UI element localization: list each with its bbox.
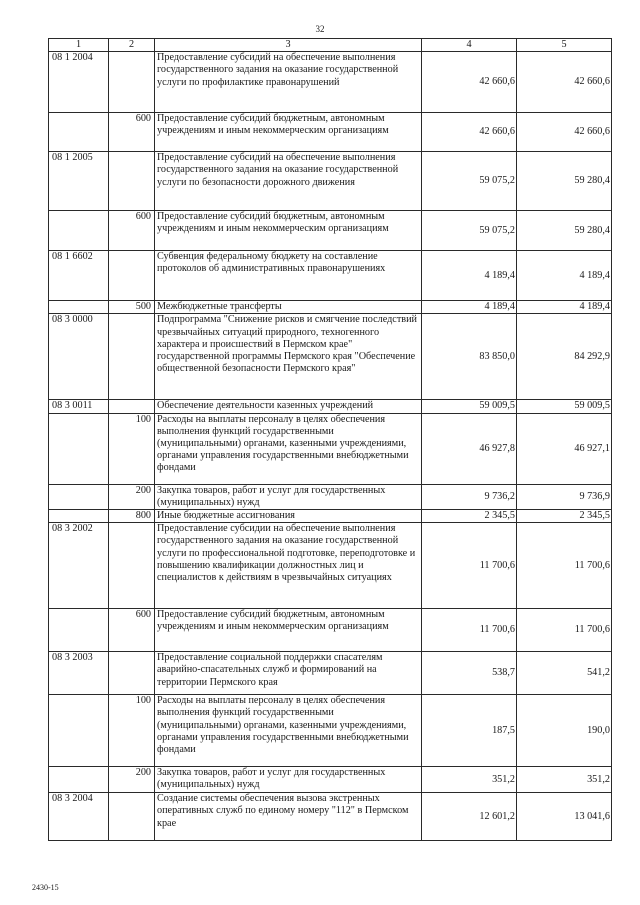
table-row	[49, 152, 612, 211]
amount-2016-cell: 351,2	[422, 767, 517, 793]
description-cell: Предоставление субсидии на обеспечение выполнения государственного задания на оказание государственной услуги по профессиональной подготовке, переподготовке и повышению квалификации должностных лиц и специалистов к действиям в чрезвычайных ситуациях	[155, 523, 422, 609]
code-cell: 08 3 0011	[49, 400, 109, 413]
description-cell: Расходы на выплаты персоналу в целях обеспечения выполнения функций государственными (муниципальными) органами, казенными учреждениями, органами управления государственными внебюджетными фондами	[155, 413, 422, 484]
description-cell: Предоставление субсидий бюджетным, автономным учреждениям и иным некоммерческим организациям	[155, 609, 422, 652]
amount-2016-cell: 2 345,5	[422, 510, 517, 523]
table-row	[49, 484, 612, 509]
description-cell: Предоставление субсидий бюджетным, автономным учреждениям и иным некоммерческим организациям	[155, 211, 422, 251]
amount-2017-cell: 13 041,6	[517, 793, 612, 841]
budget-table	[48, 38, 612, 841]
amount-2016-cell: 187,5	[422, 695, 517, 767]
description-cell: Закупка товаров, работ и услуг для государственных (муниципальных) нужд	[155, 484, 422, 509]
expense-type-cell	[109, 251, 155, 301]
code-cell: 08 3 2002	[49, 523, 109, 609]
page-number: 32	[315, 24, 325, 34]
description-cell: Предоставление субсидий на обеспечение выполнения государственного задания на оказание государственной услуги по профилактике правонарушений	[155, 52, 422, 113]
amount-2016-cell: 59 075,2	[422, 211, 517, 251]
amount-2017-cell: 46 927,1	[517, 413, 612, 484]
description-cell: Межбюджетные трансферты	[155, 301, 422, 314]
code-cell	[49, 695, 109, 767]
amount-2017-cell: 11 700,6	[517, 523, 612, 609]
amount-2017-cell: 42 660,6	[517, 52, 612, 113]
description-cell: Предоставление субсидий бюджетным, автономным учреждениям и иным некоммерческим организациям	[155, 113, 422, 152]
expense-type-cell: 800	[109, 510, 155, 523]
amount-2016-cell: 42 660,6	[422, 52, 517, 113]
amount-2016-cell: 59 075,2	[422, 152, 517, 211]
table-row	[49, 523, 612, 609]
column-header-3: 3	[155, 39, 422, 52]
column-header-1: 1	[49, 39, 109, 52]
description-cell: Предоставление социальной поддержки спасателям аварийно-спасательных служб и формирований на территории Пермского края	[155, 652, 422, 695]
code-cell: 08 1 2005	[49, 152, 109, 211]
code-cell	[49, 211, 109, 251]
description-cell: Предоставление субсидий на обеспечение выполнения государственного задания на оказание государственной услуги по безопасности дорожного движения	[155, 152, 422, 211]
table-row	[49, 400, 612, 413]
table-row	[49, 510, 612, 523]
document-code: 2430-15	[32, 883, 59, 892]
expense-type-cell	[109, 652, 155, 695]
table-row	[49, 793, 612, 841]
description-cell: Подпрограмма "Снижение рисков и смягчение последствий чрезвычайных ситуаций природного, техногенного характера и происшествий в Пермском крае" государственной программы Пермского края "Обеспечение общественной безопасности Пермского края"	[155, 314, 422, 400]
column-header-2: 2	[109, 39, 155, 52]
amount-2016-cell: 83 850,0	[422, 314, 517, 400]
amount-2017-cell: 351,2	[517, 767, 612, 793]
expense-type-cell: 100	[109, 695, 155, 767]
expense-type-cell	[109, 152, 155, 211]
code-cell: 08 3 0000	[49, 314, 109, 400]
amount-2016-cell: 9 736,2	[422, 484, 517, 509]
code-cell	[49, 301, 109, 314]
table-row	[49, 314, 612, 400]
expense-type-cell	[109, 793, 155, 841]
table-row	[49, 609, 612, 652]
table-row	[49, 301, 612, 314]
table-row	[49, 652, 612, 695]
expense-type-cell: 600	[109, 211, 155, 251]
amount-2017-cell: 4 189,4	[517, 301, 612, 314]
expense-type-cell	[109, 314, 155, 400]
expense-type-cell	[109, 523, 155, 609]
expense-type-cell	[109, 52, 155, 113]
amount-2016-cell: 538,7	[422, 652, 517, 695]
amount-2017-cell: 84 292,9	[517, 314, 612, 400]
code-cell: 08 1 6602	[49, 251, 109, 301]
code-cell	[49, 767, 109, 793]
expense-type-cell: 600	[109, 113, 155, 152]
amount-2017-cell: 42 660,6	[517, 113, 612, 152]
table-row	[49, 52, 612, 113]
column-header-5: 5	[517, 39, 612, 52]
table-row	[49, 211, 612, 251]
amount-2016-cell: 59 009,5	[422, 400, 517, 413]
expense-type-cell: 200	[109, 767, 155, 793]
description-cell: Закупка товаров, работ и услуг для государственных (муниципальных) нужд	[155, 767, 422, 793]
description-cell: Субвенция федеральному бюджету на составление протоколов об административных правонарушениях	[155, 251, 422, 301]
code-cell: 08 3 2003	[49, 652, 109, 695]
amount-2017-cell: 2 345,5	[517, 510, 612, 523]
table-row	[49, 251, 612, 301]
description-cell: Обеспечение деятельности казенных учреждений	[155, 400, 422, 413]
amount-2017-cell: 59 280,4	[517, 152, 612, 211]
expense-type-cell: 500	[109, 301, 155, 314]
code-cell	[49, 484, 109, 509]
expense-type-cell: 600	[109, 609, 155, 652]
amount-2017-cell: 9 736,9	[517, 484, 612, 509]
code-cell	[49, 113, 109, 152]
table-row	[49, 413, 612, 484]
expense-type-cell	[109, 400, 155, 413]
expense-type-cell: 200	[109, 484, 155, 509]
amount-2016-cell: 46 927,8	[422, 413, 517, 484]
code-cell	[49, 413, 109, 484]
table-header-row	[49, 39, 612, 52]
amount-2017-cell: 4 189,4	[517, 251, 612, 301]
amount-2017-cell: 59 280,4	[517, 211, 612, 251]
amount-2017-cell: 541,2	[517, 652, 612, 695]
amount-2016-cell: 12 601,2	[422, 793, 517, 841]
code-cell	[49, 609, 109, 652]
description-cell: Расходы на выплаты персоналу в целях обеспечения выполнения функций государственными (муниципальными) органами, казенными учреждениями, органами управления государственными внебюджетными фондами	[155, 695, 422, 767]
code-cell: 08 3 2004	[49, 793, 109, 841]
expense-type-cell: 100	[109, 413, 155, 484]
amount-2016-cell: 42 660,6	[422, 113, 517, 152]
code-cell: 08 1 2004	[49, 52, 109, 113]
table-row	[49, 695, 612, 767]
column-header-4: 4	[422, 39, 517, 52]
amount-2016-cell: 11 700,6	[422, 609, 517, 652]
amount-2017-cell: 190,0	[517, 695, 612, 767]
amount-2017-cell: 59 009,5	[517, 400, 612, 413]
description-cell: Создание системы обеспечения вызова экстренных оперативных служб по единому номеру "112" в Пермском крае	[155, 793, 422, 841]
amount-2017-cell: 11 700,6	[517, 609, 612, 652]
amount-2016-cell: 4 189,4	[422, 251, 517, 301]
amount-2016-cell: 4 189,4	[422, 301, 517, 314]
description-cell: Иные бюджетные ассигнования	[155, 510, 422, 523]
amount-2016-cell: 11 700,6	[422, 523, 517, 609]
code-cell	[49, 510, 109, 523]
table-row	[49, 113, 612, 152]
table-row	[49, 767, 612, 793]
